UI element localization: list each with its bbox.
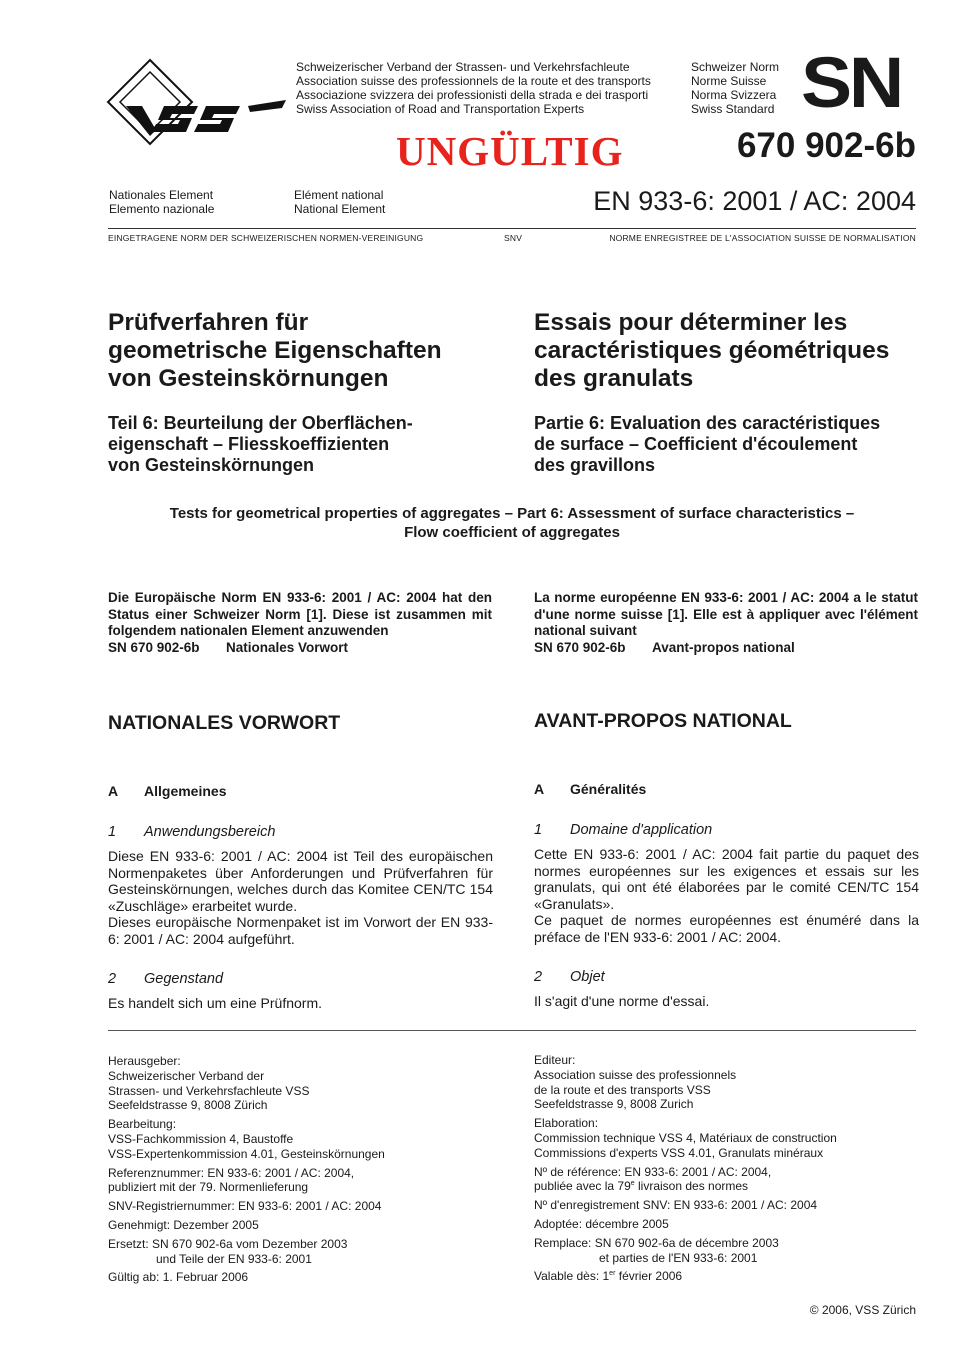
registered-norm-snv: SNV	[504, 233, 523, 243]
part-title-fr-line: des gravillons	[534, 455, 656, 475]
subsection-number: 2	[108, 971, 117, 987]
publisher-line: de la route et des transports VSS	[534, 1082, 711, 1097]
sn-logo: SN	[801, 44, 902, 123]
national-element-it: Elemento nazionale	[109, 202, 215, 216]
org-name-de: Schweizerischer Verband der Strassen- und Verkehrsfachleute	[296, 60, 630, 74]
publisher-label: Editeur:	[534, 1053, 576, 1067]
editing-block	[108, 1117, 493, 1161]
national-element-ref-de	[108, 640, 492, 657]
header-divider	[108, 228, 916, 229]
publisher-label: Herausgeber:	[108, 1054, 181, 1068]
subsection-2-fr	[534, 968, 605, 986]
editing-block	[534, 1116, 919, 1160]
status-text-de: Die Europäische Norm EN 933-6: 2001 / AC: 2004 hat den Status einer Schweizer Norm [1]. Diese ist zusammen mit folgendem nationalen Element anzuwenden	[108, 590, 492, 638]
subsection-1-fr	[534, 821, 712, 839]
valid-text: Valable dès: 1	[534, 1269, 610, 1284]
norm-type-de: Schweizer Norm	[691, 60, 780, 74]
national-element-fr: Elément national	[294, 188, 384, 202]
part-title-de-line: eigenschaft – Fliesskoeffizienten	[108, 434, 390, 454]
en-number: EN 933-6: 2001 / AC: 2004	[593, 186, 916, 216]
title-en-line: Tests for geometrical properties of aggregates – Part 6: Assessment of surface characteristics –	[169, 505, 855, 522]
replaces-line: und Teile der EN 933-6: 2001	[156, 1251, 312, 1266]
ref-number: SN 670 902-6b	[108, 639, 200, 655]
subsection-2-de	[108, 970, 223, 988]
title-de-line: geometrische Eigenschaften	[108, 337, 442, 364]
valid-from	[534, 1269, 919, 1284]
reference-line: Nº de référence: EN 933-6: 2001 / AC: 2004,	[534, 1164, 772, 1179]
publisher-line: Schweizerischer Verband der	[108, 1068, 265, 1083]
editing-line: Commissions d'experts VSS 4.01, Granulats minéraux	[534, 1145, 824, 1160]
reference-block	[108, 1166, 493, 1196]
ref-number: SN 670 902-6b	[534, 639, 626, 655]
national-element-label-left	[109, 188, 214, 216]
title-fr	[534, 309, 889, 393]
registered-norm-de: EINGETRAGENE NORM DER SCHWEIZERISCHEN NORMEN-VEREINIGUNG	[108, 233, 424, 243]
subsection-number: 1	[534, 822, 543, 838]
norm-type-it: Norma Svizzera	[691, 88, 777, 102]
norm-number: 670 902-6b	[736, 126, 916, 165]
editing-line: VSS-Fachkommission 4, Baustoffe	[108, 1131, 294, 1146]
paragraph: Cette EN 933-6: 2001 / AC: 2004 fait partie du paquet des normes européennes sur les exigences et essais sur les granulats, qui ont été élaborées par le comité CEN/TC 154 «Granulats».	[534, 846, 919, 912]
replaces-line: Remplace: SN 670 902-6a de décembre 2003	[534, 1235, 779, 1250]
subsection-number: 2	[534, 969, 543, 985]
replaces-block	[108, 1237, 493, 1267]
ref-label: Nationales Vorwort	[226, 639, 349, 655]
reference-line: publiziert mit der 79. Normenlieferung	[108, 1180, 309, 1195]
subsection-title: Anwendungsbereich	[144, 824, 276, 840]
invalid-stamp: UNGÜLTIG	[396, 128, 624, 174]
org-name-en: Swiss Association of Road and Transportation Experts	[296, 102, 585, 116]
title-fr-line: des granulats	[534, 365, 694, 392]
part-title-fr-line: de surface – Coefficient d'écoulement	[534, 434, 858, 454]
national-element-en: National Element	[294, 202, 386, 216]
subsection-title: Gegenstand	[144, 971, 224, 987]
publisher-line: Association suisse des professionnels	[534, 1067, 737, 1082]
subject-text-de: Es handelt sich um eine Prüfnorm.	[108, 995, 322, 1011]
subsection-title: Domaine d'application	[570, 822, 713, 838]
approval-date: Genehmigt: Dezember 2005	[108, 1217, 259, 1232]
national-element-de: Nationales Element	[109, 188, 214, 202]
status-text-fr: La norme européenne EN 933-6: 2001 / AC: 2004 a le statut d'une norme suisse [1]. Elle est à appliquer avec l'élément national suivant	[534, 590, 918, 638]
editing-line: Commission technique VSS 4, Matériaux de construction	[534, 1130, 837, 1145]
valid-from: Gültig ab: 1. Februar 2006	[108, 1270, 249, 1285]
part-title-de	[108, 413, 413, 476]
part-title-de-line: Teil 6: Beurteilung der Oberflächen-	[108, 413, 413, 433]
norm-type-fr: Norme Suisse	[691, 74, 767, 88]
publisher-line: Strassen- und Verkehrsfachleute VSS	[108, 1083, 310, 1098]
replaces-line: Ersetzt: SN 670 902-6a vom Dezember 2003	[108, 1236, 348, 1251]
status-statement-de	[108, 590, 492, 656]
publisher-line: Seefeldstrasse 9, 8008 Zürich	[108, 1098, 268, 1113]
paragraph: Diese EN 933-6: 2001 / AC: 2004 ist Teil des europäischen Normenpaketes über Anforderungen und Prüfverfahren für Gesteinskörnungen, welches durch das Komitee CEN/TC 154 «Zuschläge» erarbeitet wurde.	[108, 848, 493, 914]
org-name-it: Associazione svizzera dei professionisti della strada e dei trasporti	[296, 88, 649, 102]
replaces-block	[534, 1236, 919, 1266]
section-a-fr	[534, 780, 646, 798]
publisher-block	[108, 1054, 493, 1113]
subject-text-fr: Il s'agit d'une norme d'essai.	[534, 993, 710, 1009]
title-fr-line: Essais pour déterminer les	[534, 309, 848, 336]
superscript: er	[609, 1270, 616, 1278]
imprint-de	[108, 1054, 493, 1289]
section-title: Généralités	[570, 781, 647, 797]
part-title-fr	[534, 413, 880, 476]
editing-line: VSS-Expertenkommission 4.01, Gesteinskörnungen	[108, 1146, 385, 1161]
approval-date: Adoptée: décembre 2005	[534, 1216, 669, 1231]
national-element-label-right	[294, 188, 385, 216]
reference-block	[534, 1165, 919, 1195]
scope-text-fr	[534, 846, 919, 945]
part-title-fr-line: Partie 6: Evaluation des caractéristiques	[534, 413, 881, 433]
part-title-de-line: von Gesteinskörnungen	[108, 455, 315, 475]
publisher-block	[534, 1053, 919, 1112]
valid-text-end: février 2006	[615, 1269, 683, 1284]
paragraph: Ce paquet de normes européennes est énuméré dans la préface de l'EN 933-6: 2001 / AC: 2004.	[534, 912, 919, 945]
section-a-de	[108, 782, 226, 800]
publisher-line: Seefeldstrasse 9, 8008 Zurich	[534, 1097, 694, 1112]
foreword-heading-fr: AVANT-PROPOS NATIONAL	[534, 710, 792, 732]
subsection-number: 1	[108, 824, 117, 840]
reference-line: publiée avec la 79	[534, 1179, 631, 1194]
vss-logo	[106, 58, 288, 148]
replaces-line: et parties de l'EN 933-6: 2001	[599, 1250, 758, 1265]
copyright: © 2006, VSS Zürich	[809, 1303, 916, 1317]
section-letter: A	[534, 781, 545, 797]
norm-type	[691, 60, 779, 116]
status-statement-fr	[534, 590, 918, 656]
reference-line-end: livraison des normes	[634, 1179, 749, 1194]
snv-registration: SNV-Registriernummer: EN 933-6: 2001 / AC: 2004	[108, 1199, 382, 1214]
editing-label: Elaboration:	[534, 1116, 599, 1131]
title-fr-line: caractéristiques géométriques	[534, 337, 890, 364]
title-de-line: Prüfverfahren für	[108, 309, 309, 336]
registered-norm-fr: NORME ENREGISTREE DE L'ASSOCIATION SUISSE DE NORMALISATION	[609, 233, 916, 243]
footer-divider	[108, 1030, 916, 1031]
superscript: e	[630, 1180, 635, 1188]
ref-label: Avant-propos national	[652, 639, 795, 655]
paragraph: Dieses europäische Normenpaket ist im Vorwort der EN 933-6: 2001 / AC: 2004 aufgeführt.	[108, 914, 493, 947]
national-element-ref-fr	[534, 640, 918, 657]
subsection-1-de	[108, 823, 275, 841]
editing-label: Bearbeitung:	[108, 1117, 177, 1132]
foreword-heading-de: NATIONALES VORWORT	[108, 712, 341, 734]
title-en	[108, 504, 916, 542]
title-de	[108, 309, 442, 393]
subsection-title: Objet	[570, 969, 605, 985]
org-name-fr: Association suisse des professionnels de la route et des transports	[296, 74, 651, 88]
title-en-line: Flow coefficient of aggregates	[404, 524, 620, 541]
section-letter: A	[108, 783, 119, 799]
reference-line: Referenznummer: EN 933-6: 2001 / AC: 2004,	[108, 1165, 355, 1180]
scope-text-de	[108, 848, 493, 947]
norm-type-en: Swiss Standard	[691, 102, 775, 116]
snv-registration: Nº d'enregistrement SNV: EN 933-6: 2001 / AC: 2004	[534, 1198, 818, 1213]
imprint-fr	[534, 1053, 919, 1288]
section-title: Allgemeines	[144, 783, 227, 799]
association-names	[296, 60, 651, 116]
title-de-line: von Gesteinskörnungen	[108, 365, 389, 392]
